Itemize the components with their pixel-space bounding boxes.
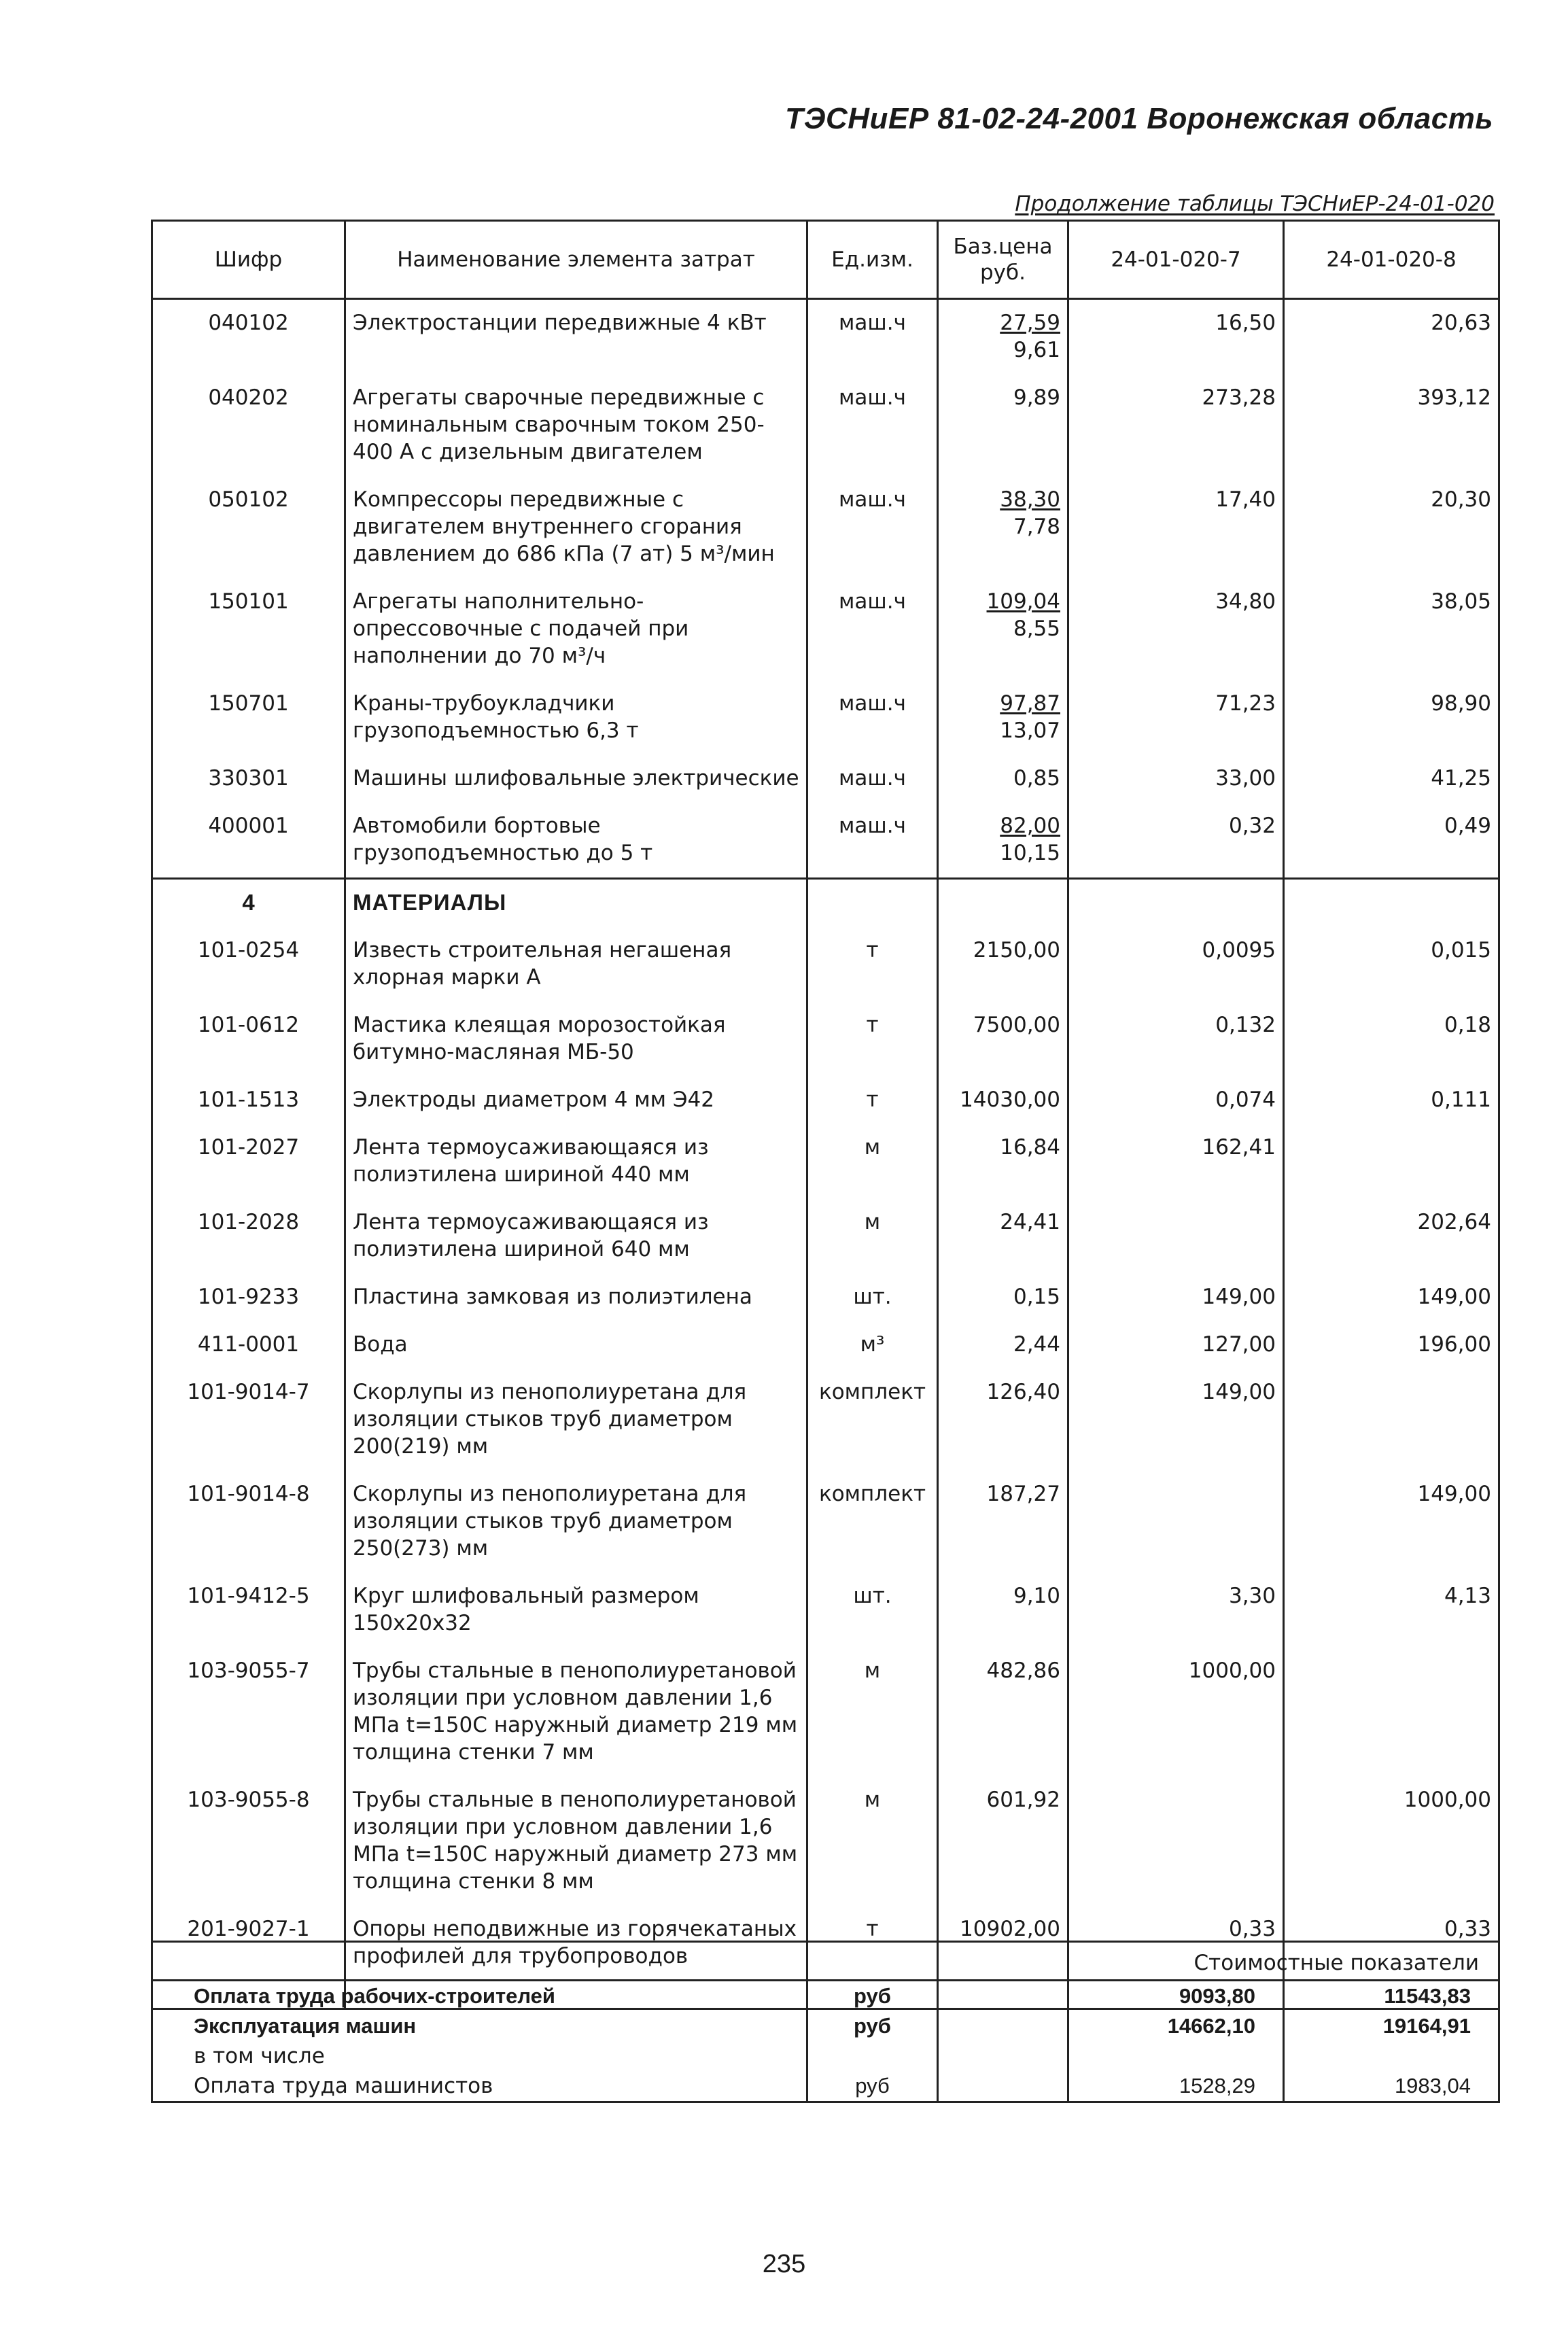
- row-value-8: [1284, 1648, 1499, 1777]
- machine-row: [152, 680, 1499, 755]
- machine-row: [152, 803, 1499, 879]
- row-base-price-value: 27,59: [1000, 311, 1060, 335]
- row-value-7: [1068, 1471, 1284, 1573]
- machines-section: [152, 299, 1499, 879]
- row-code: 150101: [152, 578, 345, 680]
- row-value-7: [1068, 1777, 1284, 1906]
- row-name: Автомобили бортовые грузоподъемностью до 5 т: [345, 803, 807, 879]
- row-base-price-labor: 8,55: [1013, 616, 1060, 641]
- row-base-price-labor: 13,07: [1000, 718, 1060, 743]
- row-code: 101-9014-8: [152, 1471, 345, 1573]
- row-name: Трубы стальные в пенополиуретановой изоляции при условном давлении 1,6 МПа t=150С наружный диаметр 219 мм толщина стенки 7 мм: [345, 1648, 807, 1777]
- table-continuation-caption: Продолжение таблицы ТЭСНиЕР-24-01-020: [1015, 192, 1495, 216]
- header-name: Наименование элемента затрат: [345, 221, 807, 299]
- document-title: ТЭСНиЕР 81-02-24-2001 Воронежская область: [784, 102, 1493, 135]
- row-code: 101-9233: [152, 1274, 345, 1321]
- machines-cost-value-7: 14662,10: [1068, 2011, 1284, 2041]
- row-name: Трубы стальные в пенополиуретановой изоляции при условном давлении 1,6 МПа t=150С наружный диаметр 273 мм толщина стенки 8 мм: [345, 1777, 807, 1906]
- row-value-7: 34,80: [1068, 578, 1284, 680]
- row-code: 101-0612: [152, 1002, 345, 1077]
- row-code: 411-0001: [152, 1321, 345, 1369]
- row-name: Краны-трубоукладчики грузоподъемностью 6,3 т: [345, 680, 807, 755]
- row-value-7: 273,28: [1068, 375, 1284, 476]
- row-value-8: 0,18: [1284, 1002, 1499, 1077]
- labor-value-8: 11543,83: [1284, 1981, 1499, 2012]
- row-unit: т: [807, 1906, 938, 1981]
- row-value-7: 1000,00: [1068, 1648, 1284, 1777]
- including-row: [152, 2041, 1499, 2071]
- row-unit: маш.ч: [807, 755, 938, 803]
- material-row: [152, 1471, 1499, 1573]
- machines-cost-row: [152, 2011, 1499, 2041]
- row-value-7: 3,30: [1068, 1573, 1284, 1648]
- row-name: Вода: [345, 1321, 807, 1369]
- including-label: в том числе: [152, 2041, 807, 2071]
- section-header-row: [152, 879, 1499, 928]
- empty-cell: [1284, 2041, 1499, 2071]
- row-name: Скорлупы из пенополиуретана для изоляции стыков труб диаметром 250(273) мм: [345, 1471, 807, 1573]
- row-base-price-value: 97,87: [1000, 691, 1060, 716]
- row-code: 103-9055-7: [152, 1648, 345, 1777]
- row-base-price-labor: 10,15: [1000, 841, 1060, 865]
- row-base-price-labor: 7,78: [1013, 515, 1060, 539]
- row-base-price: 482,86: [938, 1648, 1068, 1777]
- row-name: Лента термоусаживающаяся из полиэтилена шириной 640 мм: [345, 1199, 807, 1274]
- empty-cell: [938, 2041, 1068, 2071]
- operators-label: Оплата труда машинистов: [152, 2071, 807, 2102]
- machine-row: [152, 476, 1499, 578]
- header-base-price-line1: Баз.цена: [953, 234, 1053, 259]
- resource-table: [151, 220, 1500, 2010]
- row-value-7: 71,23: [1068, 680, 1284, 755]
- machines-cost-label: Эксплуатация машин: [152, 2011, 807, 2041]
- row-code: 040202: [152, 375, 345, 476]
- header-base-price-line2: руб.: [980, 260, 1026, 285]
- materials-rows: [152, 927, 1499, 1981]
- row-base-price: [938, 803, 1068, 879]
- row-value-8: [1284, 1124, 1499, 1199]
- row-value-7: 0,32: [1068, 803, 1284, 879]
- row-value-8: 4,13: [1284, 1573, 1499, 1648]
- header-base-price: [938, 221, 1068, 299]
- row-unit: маш.ч: [807, 476, 938, 578]
- section-title: МАТЕРИАЛЫ: [345, 879, 807, 928]
- row-base-price: [938, 299, 1068, 375]
- row-base-price: [938, 680, 1068, 755]
- page-number: 235: [762, 2250, 806, 2278]
- row-value-8: 0,111: [1284, 1077, 1499, 1124]
- empty-cell: [938, 1981, 1068, 2012]
- row-base-price-value: 109,04: [986, 589, 1060, 614]
- row-code: 201-9027-1: [152, 1906, 345, 1981]
- row-base-price: 2,44: [938, 1321, 1068, 1369]
- row-unit: маш.ч: [807, 578, 938, 680]
- row-name: Известь строительная негашеная хлорная марки А: [345, 927, 807, 1002]
- row-value-7: 0,074: [1068, 1077, 1284, 1124]
- material-row: [152, 1321, 1499, 1369]
- table-header-row: [152, 221, 1499, 299]
- row-base-price: 2150,00: [938, 927, 1068, 1002]
- row-base-price: 601,92: [938, 1777, 1068, 1906]
- row-unit: т: [807, 927, 938, 1002]
- row-value-8: 0,33: [1284, 1906, 1499, 1981]
- row-value-8: 393,12: [1284, 375, 1499, 476]
- row-code: 150701: [152, 680, 345, 755]
- row-value-7: 0,33: [1068, 1906, 1284, 1981]
- row-value-7: 33,00: [1068, 755, 1284, 803]
- row-unit: маш.ч: [807, 299, 938, 375]
- row-base-price: 187,27: [938, 1471, 1068, 1573]
- row-unit: т: [807, 1002, 938, 1077]
- row-value-8: 149,00: [1284, 1274, 1499, 1321]
- labor-unit: руб: [807, 1981, 938, 2012]
- row-base-price: 7500,00: [938, 1002, 1068, 1077]
- row-unit: т: [807, 1077, 938, 1124]
- row-base-price: [938, 476, 1068, 578]
- row-unit: м: [807, 1124, 938, 1199]
- row-code: 400001: [152, 803, 345, 879]
- row-value-7: 0,0095: [1068, 927, 1284, 1002]
- row-unit: шт.: [807, 1573, 938, 1648]
- row-base-price-value: 0,85: [1013, 766, 1060, 790]
- empty-cell: [1284, 879, 1499, 928]
- row-base-price: 9,10: [938, 1573, 1068, 1648]
- material-row: [152, 1777, 1499, 1906]
- material-row: [152, 1124, 1499, 1199]
- header-col-7: 24-01-020-7: [1068, 221, 1284, 299]
- row-base-price: 126,40: [938, 1369, 1068, 1471]
- row-base-price: 0,15: [938, 1274, 1068, 1321]
- row-value-7: 162,41: [1068, 1124, 1284, 1199]
- row-base-price: 16,84: [938, 1124, 1068, 1199]
- row-value-7: 0,132: [1068, 1002, 1284, 1077]
- labor-label: Оплата труда рабочих-строителей: [152, 1981, 807, 2012]
- empty-cell: [938, 2071, 1068, 2102]
- row-code: 101-0254: [152, 927, 345, 1002]
- material-row: [152, 1002, 1499, 1077]
- row-unit: м: [807, 1777, 938, 1906]
- row-unit: маш.ч: [807, 680, 938, 755]
- row-base-price-value: 82,00: [1000, 814, 1060, 838]
- row-name: Опоры неподвижные из горячекатаных профилей для трубопроводов: [345, 1906, 807, 1981]
- empty-cell: [1068, 879, 1284, 928]
- row-base-price: [938, 375, 1068, 476]
- row-unit: шт.: [807, 1274, 938, 1321]
- cost-indicators-label: Стоимостные показатели: [152, 1942, 1499, 1981]
- material-row: [152, 1274, 1499, 1321]
- row-unit: маш.ч: [807, 375, 938, 476]
- row-name: Электростанции передвижные 4 кВт: [345, 299, 807, 375]
- header-code: Шифр: [152, 221, 345, 299]
- row-name: Круг шлифовальный размером 150х20х32: [345, 1573, 807, 1648]
- row-unit: маш.ч: [807, 803, 938, 879]
- machine-row: [152, 755, 1499, 803]
- row-name: Агрегаты наполнительно-опрессовочные с подачей при наполнении до 70 м³/ч: [345, 578, 807, 680]
- machines-cost-unit: руб: [807, 2011, 938, 2041]
- row-value-7: 149,00: [1068, 1369, 1284, 1471]
- row-value-8: 98,90: [1284, 680, 1499, 755]
- row-value-8: 196,00: [1284, 1321, 1499, 1369]
- operators-value-7: 1528,29: [1068, 2071, 1284, 2102]
- cost-indicators-row: [152, 1942, 1499, 1981]
- row-code: 101-2027: [152, 1124, 345, 1199]
- row-value-8: 202,64: [1284, 1199, 1499, 1274]
- row-value-7: 17,40: [1068, 476, 1284, 578]
- labor-value-7: 9093,80: [1068, 1981, 1284, 2012]
- empty-cell: [938, 2011, 1068, 2041]
- row-code: 050102: [152, 476, 345, 578]
- row-value-7: [1068, 1199, 1284, 1274]
- section-number: 4: [152, 879, 345, 928]
- row-code: 101-1513: [152, 1077, 345, 1124]
- row-name: Скорлупы из пенополиуретана для изоляции стыков труб диаметром 200(219) мм: [345, 1369, 807, 1471]
- row-base-price: [938, 755, 1068, 803]
- machine-row: [152, 375, 1499, 476]
- material-row: [152, 1573, 1499, 1648]
- row-value-8: 20,30: [1284, 476, 1499, 578]
- row-unit: комплект: [807, 1471, 938, 1573]
- row-base-price-value: 9,89: [1013, 385, 1060, 410]
- machine-row: [152, 299, 1499, 375]
- row-code: 101-9014-7: [152, 1369, 345, 1471]
- row-code: 101-9412-5: [152, 1573, 345, 1648]
- row-name: Машины шлифовальные электрические: [345, 755, 807, 803]
- machine-row: [152, 578, 1499, 680]
- row-name: Электроды диаметром 4 мм Э42: [345, 1077, 807, 1124]
- row-value-8: 149,00: [1284, 1471, 1499, 1573]
- row-name: Мастика клеящая морозостойкая битумно-масляная МБ-50: [345, 1002, 807, 1077]
- row-value-8: 0,49: [1284, 803, 1499, 879]
- row-value-8: [1284, 1369, 1499, 1471]
- cost-summary-table: [151, 1941, 1500, 2103]
- header-unit: Ед.изм.: [807, 221, 938, 299]
- empty-cell: [1068, 2041, 1284, 2071]
- empty-cell: [807, 879, 938, 928]
- row-name: Компрессоры передвижные с двигателем внутреннего сгорания давлением до 686 кПа (7 ат) 5 м³/мин: [345, 476, 807, 578]
- row-name: Агрегаты сварочные передвижные с номинальным сварочным током 250-400 А с дизельным двигателем: [345, 375, 807, 476]
- row-value-7: 127,00: [1068, 1321, 1284, 1369]
- material-row: [152, 1077, 1499, 1124]
- row-value-8: 0,015: [1284, 927, 1499, 1002]
- empty-cell: [807, 2041, 938, 2071]
- row-value-8: 1000,00: [1284, 1777, 1499, 1906]
- row-unit: м³: [807, 1321, 938, 1369]
- row-base-price: 10902,00: [938, 1906, 1068, 1981]
- row-value-8: 20,63: [1284, 299, 1499, 375]
- row-base-price-value: 38,30: [1000, 487, 1060, 512]
- operators-value-8: 1983,04: [1284, 2071, 1499, 2102]
- operators-row: [152, 2071, 1499, 2102]
- row-value-7: 16,50: [1068, 299, 1284, 375]
- labor-row: [152, 1981, 1499, 2012]
- row-unit: м: [807, 1648, 938, 1777]
- row-base-price: [938, 578, 1068, 680]
- row-code: 040102: [152, 299, 345, 375]
- row-code: 330301: [152, 755, 345, 803]
- row-name: Лента термоусаживающаяся из полиэтилена шириной 440 мм: [345, 1124, 807, 1199]
- operators-unit: руб: [807, 2071, 938, 2102]
- header-col-8: 24-01-020-8: [1284, 221, 1499, 299]
- row-base-price: 14030,00: [938, 1077, 1068, 1124]
- row-code: 101-2028: [152, 1199, 345, 1274]
- material-row: [152, 927, 1499, 1002]
- material-row: [152, 1369, 1499, 1471]
- row-value-7: 149,00: [1068, 1274, 1284, 1321]
- material-row: [152, 1648, 1499, 1777]
- row-value-8: 41,25: [1284, 755, 1499, 803]
- row-name: Пластина замковая из полиэтилена: [345, 1274, 807, 1321]
- row-unit: м: [807, 1199, 938, 1274]
- row-base-price: 24,41: [938, 1199, 1068, 1274]
- materials-section: [152, 879, 1499, 928]
- row-unit: комплект: [807, 1369, 938, 1471]
- row-value-8: 38,05: [1284, 578, 1499, 680]
- row-code: 103-9055-8: [152, 1777, 345, 1906]
- machines-cost-value-8: 19164,91: [1284, 2011, 1499, 2041]
- material-row: [152, 1199, 1499, 1274]
- row-base-price-labor: 9,61: [1013, 338, 1060, 362]
- empty-cell: [938, 879, 1068, 928]
